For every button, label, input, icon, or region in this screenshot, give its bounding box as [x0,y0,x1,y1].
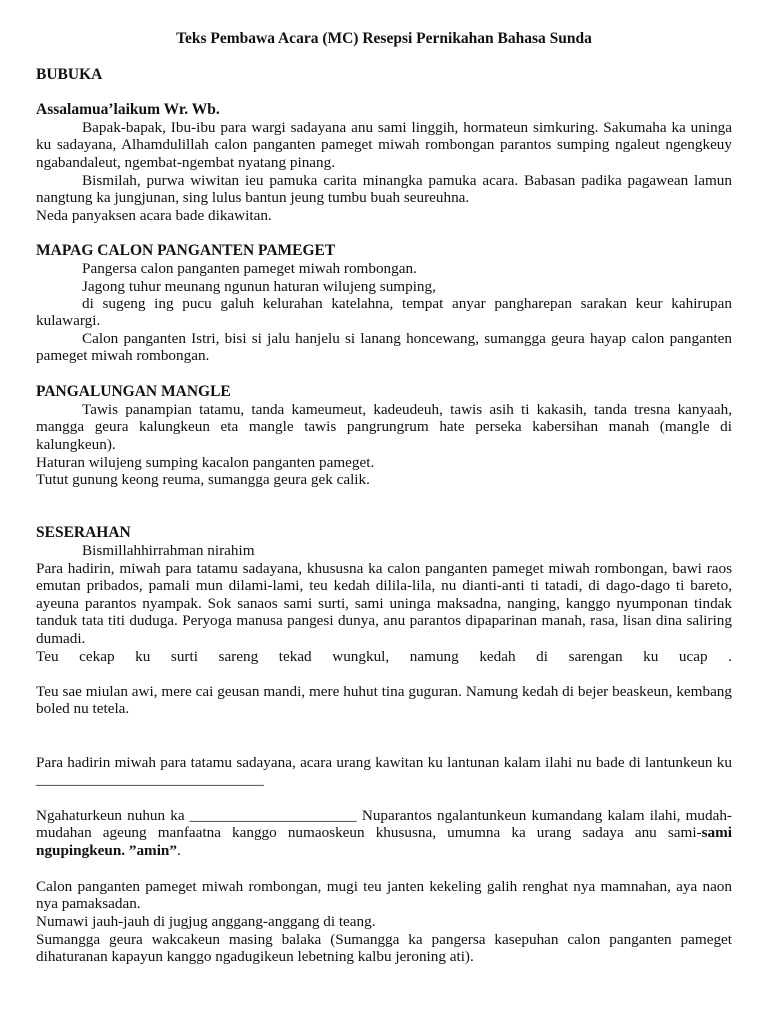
paragraph: Teu sae miulan awi, mere cai geusan mandi, mere huhut tina guguran. Namung kedah di bejer beaskeun, kembang boled nu tetela. [36,683,732,718]
paragraph [36,807,732,859]
paragraph-text: Ngahaturkeun nuhun ka ______________________ Nuparantos ngalantunkeun kumandang kalam ilahi, mudah-mudahan ageung manfaatna kanggo numaoskeun khususna, umumna ka urang sadaya anu sami- [36,807,732,842]
heading-pangalungan: PANGALUNGAN MANGLE [36,383,231,400]
greeting: Assalamua’laikum Wr. Wb. [36,101,220,118]
paragraph: di sugeng ing pucu galuh kelurahan katelahna, tempat anyar pangharepan sarakan keur kahirupan kulawargi. [36,295,732,330]
paragraph: Para hadirin miwah para tatamu sadayana, acara urang kawitan ku lantunan kalam ilahi nu bade di lantunkeun ku ______________________________ [36,754,732,789]
heading-seserahan: SESERAHAN [36,524,131,541]
paragraph: Neda panyaksen acara bade dikawitan. [36,207,272,224]
document-title: Teks Pembawa Acara (MC) Resepsi Pernikahan Bahasa Sunda [176,30,592,47]
paragraph: Numawi jauh-jauh di jugjug anggang-anggang di teang. [36,913,376,930]
paragraph: Bismillahhirrahman nirahim [82,542,255,559]
paragraph: Sumangga geura wakcakeun masing balaka (Sumangga ka pangersa kasepuhan calon panganten pameget dihaturanan kapayun kanggo ngadugikeun lebetning kalbu jeroning ati). [36,931,732,966]
paragraph-bold-text: sami ngupingkeun. ”amin” [36,824,732,859]
paragraph-text: . [176,841,181,859]
paragraph: Tutut gunung keong reuma, sumangga geura gek calik. [36,471,370,488]
heading-bubuka: BUBUKA [36,66,103,83]
paragraph: Calon panganten pameget miwah rombongan, mugi teu janten kekeling galih renghat nya mamnahan, aya naon nya pamaksadan. [36,878,732,913]
paragraph: Tawis panampian tatamu, tanda kameumeut, kadeudeuh, tawis asih ti kakasih, tanda tresna kanyaah, mangga geura kalungkeun eta mangle tawis pangrungrum hate perseka kabersihan manah (mangle di kalungkeun). [36,401,732,453]
paragraph: Para hadirin, miwah para tatamu sadayana, khususna ka calon panganten pameget miwah rombongan, bawi raos emutan pribados, pamali mun dilami-lami, teu kedah dilila-lila, nu dianti-anti ti tatadi, di dago-dago ti bareto, ayeuna parantos nyampak. Sok sanaos sami surti, sami uninga maksadna, nanging, kanggo nyumponan tindak tanduk tata titi duduga. Peryoga manusa pangesi dunya, anu parantos dipaparinan manah, rasa, lisan dina saliring dumadi. [36,560,732,647]
paragraph: Teu cekap ku surti sareng tekad wungkul, namung kedah di sarengan ku ucap . [36,648,732,665]
paragraph: Haturan wilujeng sumping kacalon panganten pameget. [36,454,375,471]
paragraph: Pangersa calon panganten pameget miwah rombongan. [82,260,417,277]
paragraph: Bapak-bapak, Ibu-ibu para wargi sadayana anu sami linggih, hormateun simkuring. Sakumaha ka uninga ku sadayana, Alhamdulillah calon panganten pameget miwah rombongan parantos sumping ngaleut ngengkeuy ngabandaleut, ngembat-ngembat nyatang pinang. [36,119,732,171]
paragraph: Jagong tuhur meunang ngunun haturan wilujeng sumping, [82,278,436,295]
heading-mapag: MAPAG CALON PANGANTEN PAMEGET [36,242,336,259]
paragraph: Bismilah, purwa wiwitan ieu pamuka carita minangka pamuka acara. Babasan padika pagawean lamun nangtung ka jungjunan, sing lulus bantun jeung tumbu buah seureuhna. [36,172,732,207]
paragraph: Calon panganten Istri, bisi si jalu hanjelu si lanang honcewang, sumangga geura hayap calon panganten pameget miwah rombongan. [36,330,732,365]
